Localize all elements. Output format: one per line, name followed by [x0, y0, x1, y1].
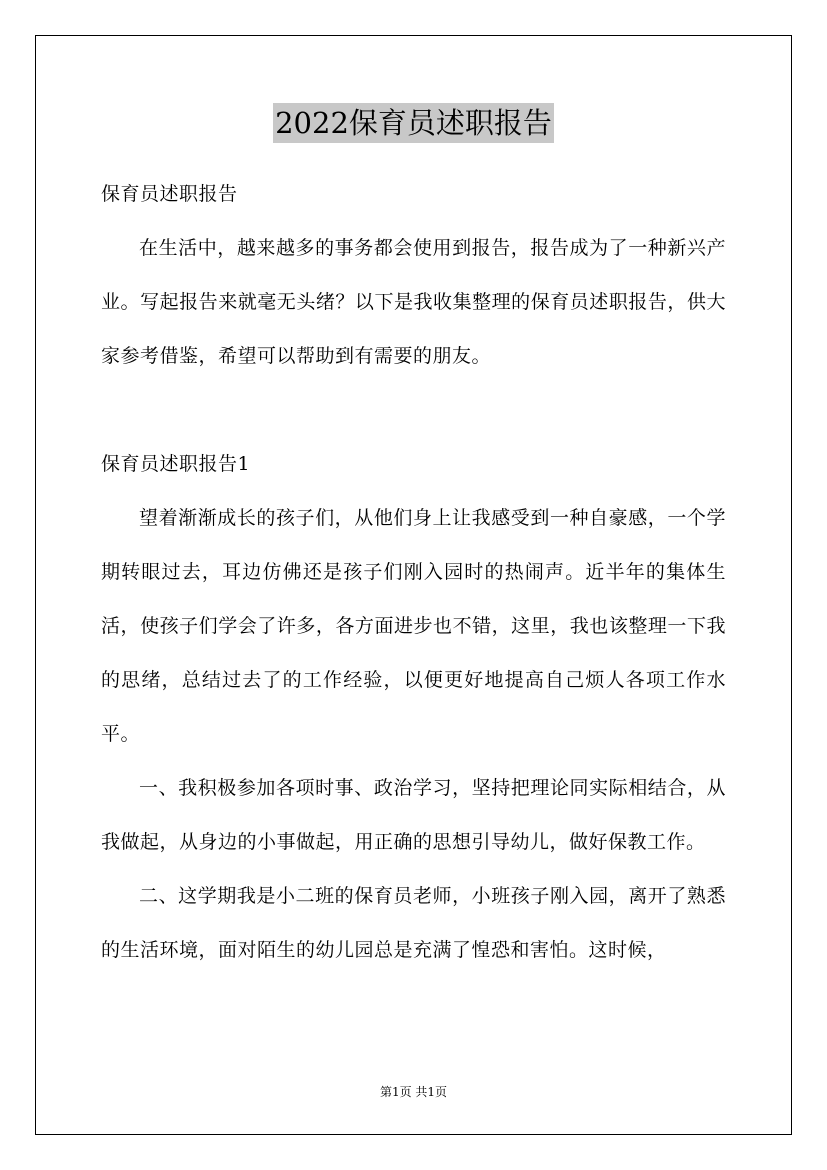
body-paragraph-3: 二、这学期我是小二班的保育员老师，小班孩子刚入园，离开了熟悉的生活环境，面对陌生的幼儿园总是充满了惶恐和害怕。这时候， — [101, 885, 726, 961]
intro-paragraph: 在生活中，越来越多的事务都会使用到报告，报告成为了一种新兴产业。写起报告来就毫无头绪？以下是我收集整理的保育员述职报告，供大家参考借鉴，希望可以帮助到有需要的朋友。 — [101, 237, 726, 367]
document-title: 2022保育员述职报告 — [273, 103, 554, 143]
body-paragraph-2: 一、我积极参加各项时事、政治学习，坚持把理论同实际相结合，从我做起，从身边的小事做起，用正确的思想引导幼儿，做好保教工作。 — [101, 777, 726, 853]
document-body — [101, 167, 726, 977]
body-paragraph-1: 望着渐渐成长的孩子们，从他们身上让我感受到一种自豪感，一个学期转眼过去，耳边仿佛还是孩子们刚入园时的热闹声。近半年的集体生活，使孩子们学会了许多，各方面进步也不错，这里，我也该整理一下我的思绪，总结过去了的工作经验，以便更好地提高自己烦人各项工作水平。 — [101, 507, 726, 745]
section-heading: 保育员述职报告1 — [101, 453, 251, 475]
document-subtitle: 保育员述职报告 — [101, 183, 238, 205]
section-gap — [101, 383, 726, 437]
page-footer: 第1页 共1页 — [379, 1085, 448, 1099]
title-container — [0, 103, 827, 143]
